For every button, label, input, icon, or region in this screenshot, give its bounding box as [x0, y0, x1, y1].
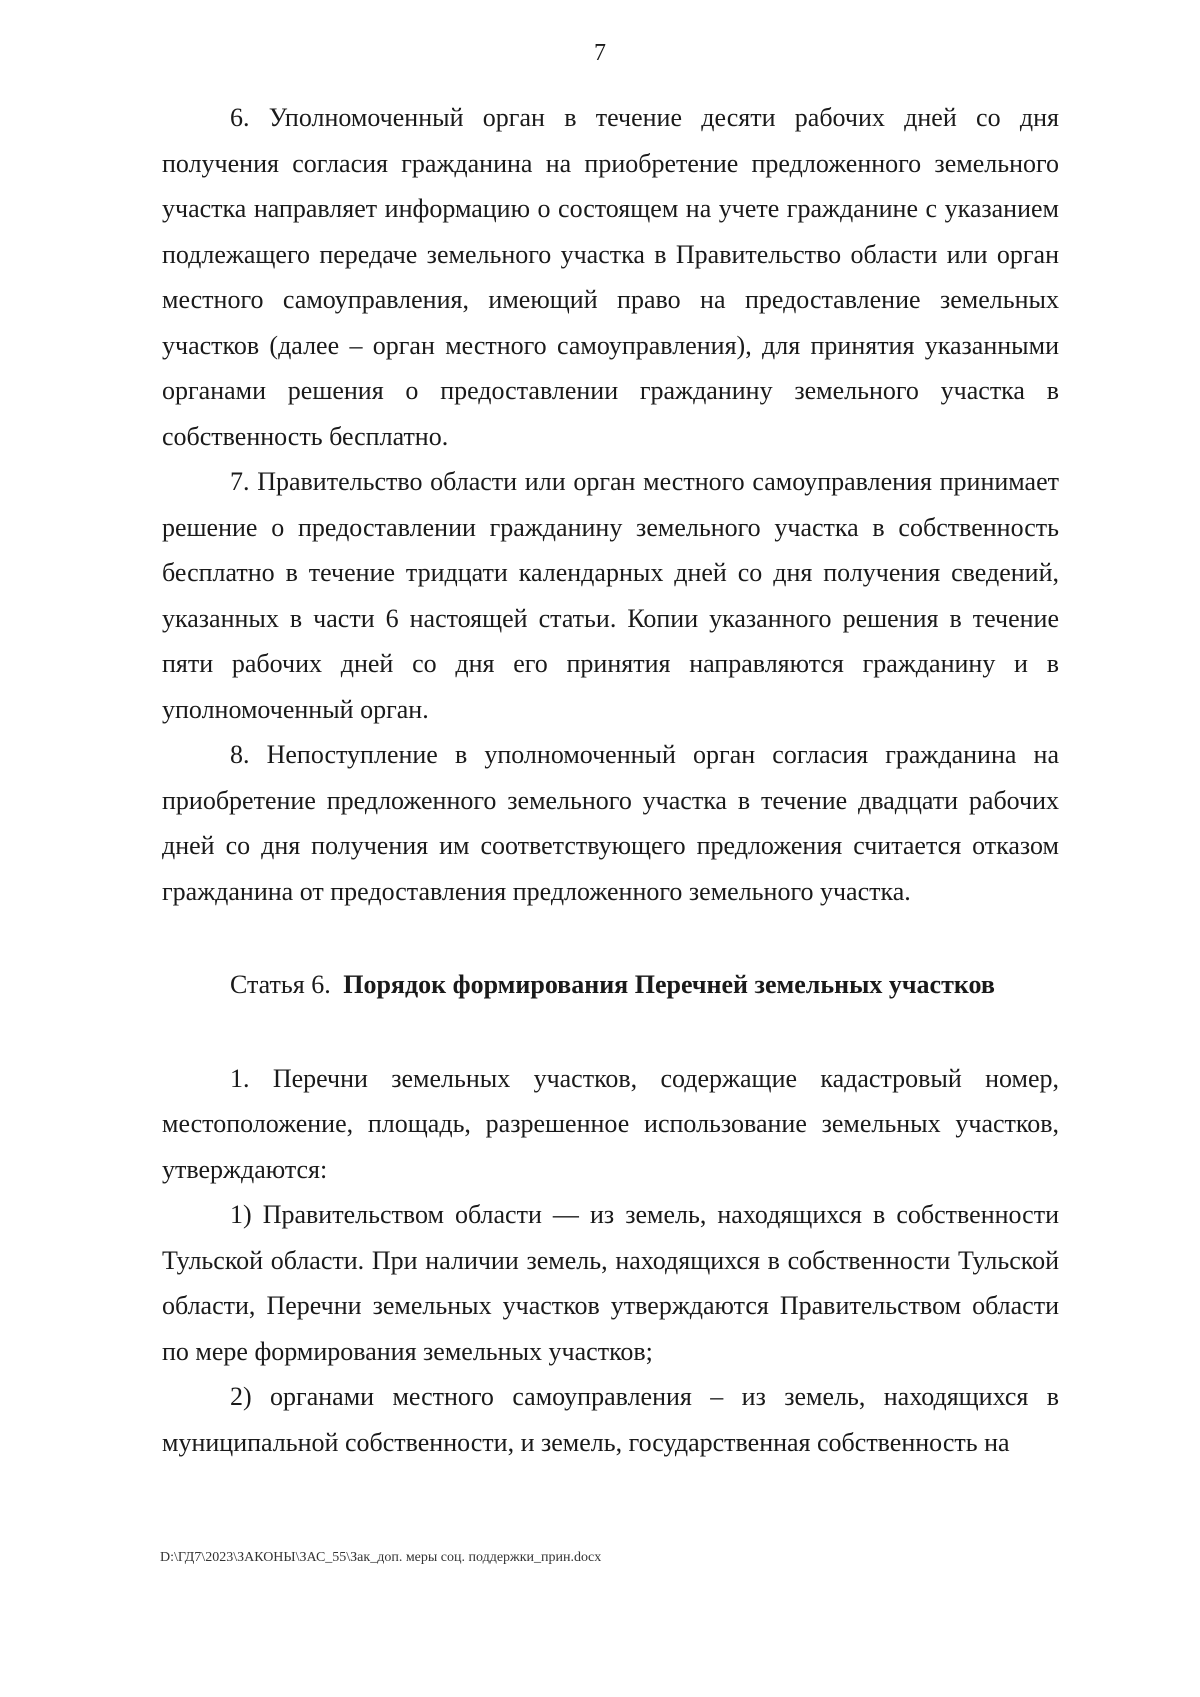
article-heading [230, 962, 1059, 1008]
file-path-footer: D:\ГД7\2023\ЗАКОНЫ\ЗАС_55\Зак_доп. меры соц. поддержки_прин.docx [160, 1550, 602, 1565]
paragraph: 1) Правительством области — из земель, находящихся в собственности Тульской области. При наличии земель, находящихся в собственности Тульской области, Перечни земельных участков утверждаются Правительством области по мере формирования земельных участков; [162, 1200, 1059, 1366]
document-body [162, 95, 1059, 1465]
page-number: 7 [594, 40, 606, 66]
article-label: Статья 6. [230, 970, 331, 999]
paragraph: 7. Правительство области или орган местного самоуправления принимает решение о предоставлении гражданину земельного участка в собственность бесплатно в течение тридцати календарных дней со дня получения сведений, указанных в части 6 настоящей статьи. Копии указанного решения в течение пяти рабочих дней со дня его принятия направляются гражданину и в уполномоченный орган. [162, 467, 1059, 724]
paragraph: 6. Уполномоченный орган в течение десяти рабочих дней со дня получения согласия гражданина на приобретение предложенного земельного участка направляет информацию о состоящем на учете гражданине с указанием подлежащего передаче земельного участка в Правительство области или орган местного самоуправления, имеющий право на предоставление земельных участков (далее – орган местного самоуправления), для принятия указанными органами решения о предоставлении гражданину земельного участка в собственность бесплатно. [162, 103, 1059, 451]
article-title: Порядок формирования Перечней земельных участков [343, 970, 995, 999]
paragraph: 1. Перечни земельных участков, содержащие кадастровый номер, местоположение, площадь, разрешенное использование земельных участков, утверждаются: [162, 1063, 1059, 1184]
paragraph: 2) органами местного самоуправления – из земель, находящихся в муниципальной собственности, и земель, государственная собственность на [162, 1382, 1059, 1457]
paragraph: 8. Непоступление в уполномоченный орган согласия гражданина на приобретение предложенного земельного участка в течение двадцати рабочих дней со дня получения им соответствующего предложения считается отказом гражданина от предоставления предложенного земельного участка. [162, 740, 1059, 906]
